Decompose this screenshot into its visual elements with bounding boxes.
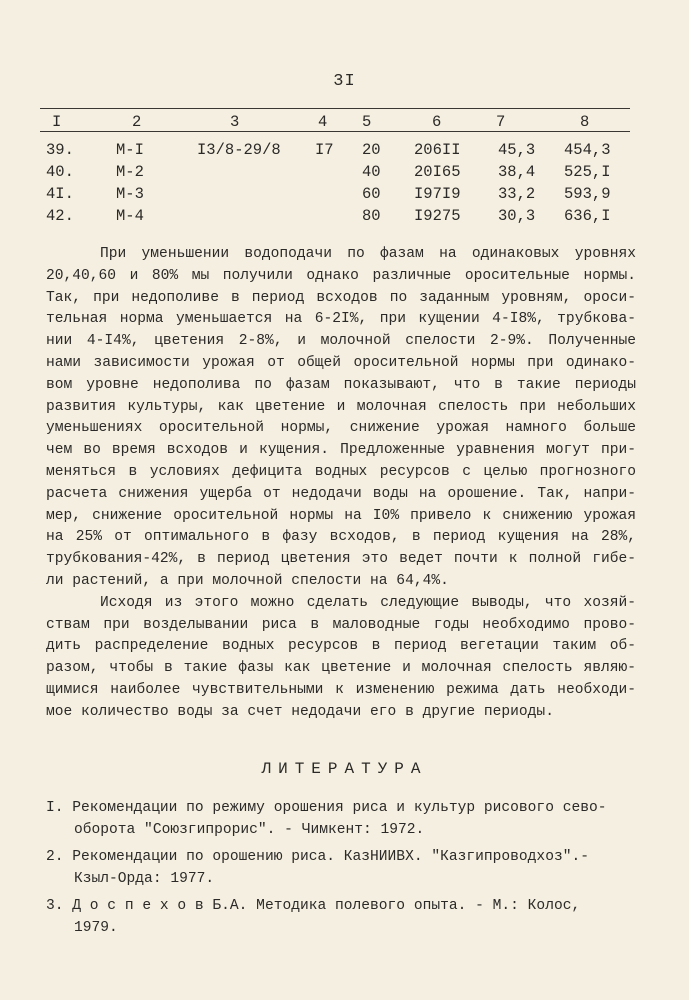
text-line: мер, снижение оросительной нормы на I0% привело к снижению урожая: [46, 507, 636, 524]
text-line: тельная норма уменьшается на 6-2I%, при кущении 4-I8%, трубкова-: [46, 311, 636, 328]
reference-line: 1979.: [74, 919, 118, 936]
table-cell: 454,3: [564, 141, 611, 159]
table-cell: 30,3: [498, 207, 536, 225]
table-cell: 20I65: [414, 163, 461, 181]
table-cell: 636,I: [564, 207, 611, 225]
header-cell: 6: [432, 113, 442, 131]
table-cell: 38,4: [498, 163, 536, 181]
table-cell: 20: [362, 141, 381, 159]
page-number: 3I: [333, 72, 356, 91]
reference-item: [46, 847, 636, 890]
table-cell: I97I9: [414, 185, 461, 203]
reference-item: [46, 896, 636, 939]
table-cell: М-I: [116, 141, 144, 159]
references-list: [46, 798, 636, 945]
text-line: меняться в условиях дефицита водных ресурсов с целью прогнозного: [46, 463, 636, 480]
header-cell: 7: [496, 113, 506, 131]
text-line: разом, чтобы в такие фазы как цветение и молочная спелость являю-: [46, 660, 636, 677]
table-cell: 80: [362, 207, 381, 225]
table-cell: I3/8-29/8: [197, 141, 281, 159]
reference-line: оборота "Союзгипрорис". - Чимкент: 1972.: [74, 821, 425, 838]
table-row: [40, 183, 630, 205]
table-header-rule: [40, 131, 630, 132]
table-row: [40, 205, 630, 227]
text-line: 20,40,60 и 80% мы получили однако различные оросительные нормы.: [46, 267, 636, 284]
reference-line: 2. Рекомендации по орошению риса. КазНИИВХ. "Казгипроводхоз".-: [46, 849, 589, 865]
body-text: [46, 244, 636, 724]
reference-line: 3. Д о с п е х о в Б.А. Методика полевого опыта. - М.: Колос,: [46, 898, 581, 914]
table-cell: М-2: [116, 163, 144, 181]
text-line: вом уровне недополива по фазам показывают, что в такие периоды: [46, 376, 636, 393]
text-line: Так, при недополиве в период всходов по заданным уровням, ороси-: [46, 289, 636, 306]
text-line: мое количество воды за счет недодачи его в другие периоды.: [46, 703, 554, 720]
references-title: ЛИТЕРАТУРА: [261, 760, 428, 778]
paragraph-2: [46, 593, 636, 724]
table-cell: I7: [315, 141, 334, 159]
text-line: на 25% от оптимального в фазу всходов, в период кущения на 28%,: [46, 529, 636, 546]
text-line: трубкования-42%, в период цветения это ведет почти к полной гибе-: [46, 551, 636, 568]
reference-line: Кзыл-Орда: 1977.: [74, 870, 215, 887]
table-cell: 33,2: [498, 185, 536, 203]
text-line: нами зависимости урожая от общей оросительной нормы при одинако-: [46, 354, 636, 371]
table-cell: 45,3: [498, 141, 536, 159]
table-cell: 206II: [414, 141, 461, 159]
text-line: нии 4-I4%, цветения 2-8%, и молочной спелости 2-9%. Полученные: [46, 333, 636, 350]
text-line: дить распределение водных ресурсов в период вегетации таким об-: [46, 638, 636, 655]
text-line: расчета снижения ущерба от недодачи воды на орошение. Так, напри-: [46, 485, 636, 502]
table-cell: 4I.: [46, 185, 74, 203]
table-cell: 39.: [46, 141, 74, 159]
table-cell: 525,I: [564, 163, 611, 181]
table-cell: I9275: [414, 207, 461, 225]
text-line: При уменьшении водоподачи по фазам на одинаковых уровнях: [100, 246, 636, 262]
reference-line: I. Рекомендации по режиму орошения риса и культур рисового сево-: [46, 800, 607, 816]
table-cell: 40: [362, 163, 381, 181]
header-cell: I: [52, 113, 62, 131]
text-line: ли растений, а при молочной спелости на 64,4%.: [46, 572, 449, 589]
table-cell: М-4: [116, 207, 144, 225]
table-cell: 60: [362, 185, 381, 203]
text-line: Исходя из этого можно сделать следующие выводы, что хозяй-: [100, 594, 636, 611]
table-row: [40, 139, 630, 161]
table-cell: 593,9: [564, 185, 611, 203]
header-cell: 2: [132, 113, 142, 131]
table-cell: М-3: [116, 185, 144, 203]
paragraph-1: [46, 244, 636, 593]
header-cell: 3: [230, 113, 240, 131]
table-row: [40, 161, 630, 183]
table-cell: 40.: [46, 163, 74, 181]
text-line: щимися наиболее чувствительными к изменению режима дать необходи-: [46, 681, 636, 698]
text-line: чем во время всходов и кущения. Предложенные уравнения могут при-: [46, 442, 636, 459]
header-cell: 4: [318, 113, 328, 131]
header-cell: 5: [362, 113, 372, 131]
text-line: ствам при возделывании риса в маловодные годы необходимо прово-: [46, 616, 636, 633]
text-line: развития культуры, как цветение и молочная спелость при небольших: [46, 398, 636, 415]
text-line: уменьшениях оросительной нормы, снижение урожая намного больше: [46, 420, 636, 437]
header-cell: 8: [580, 113, 590, 131]
table-cell: 42.: [46, 207, 74, 225]
reference-item: [46, 798, 636, 841]
table-top-rule: [40, 108, 630, 109]
